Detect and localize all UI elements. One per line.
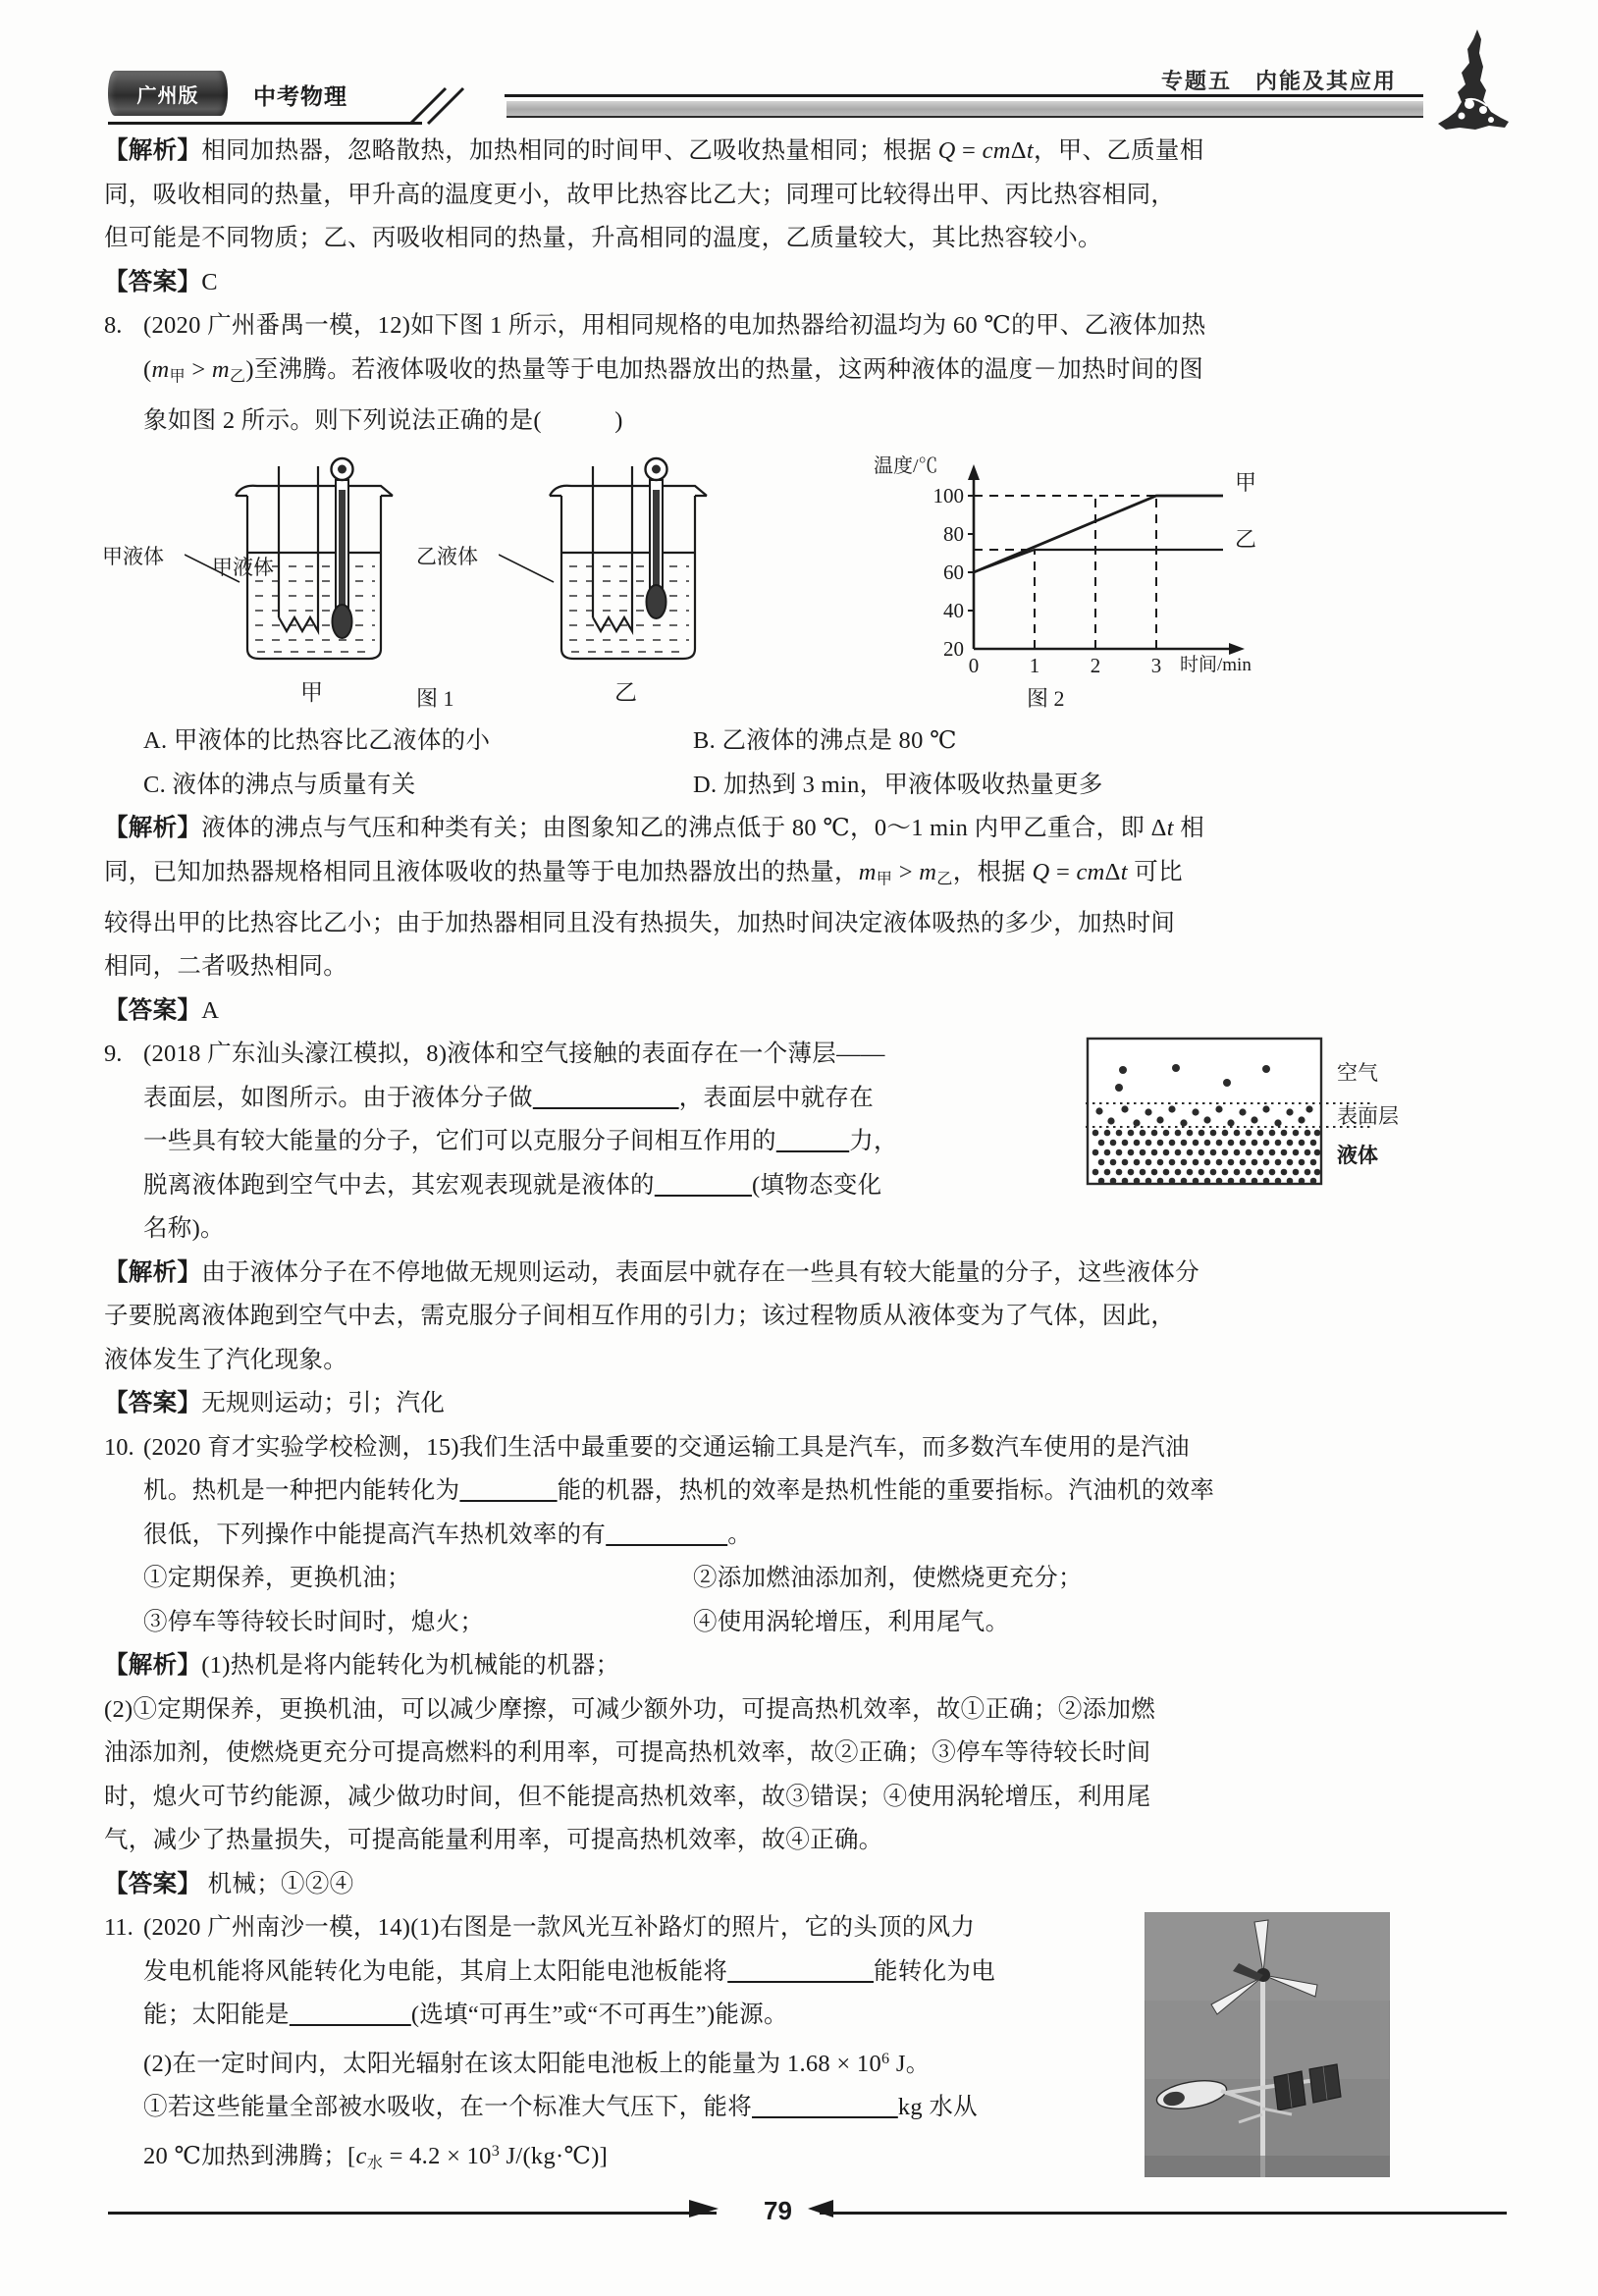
- q9-analysis-line-2: 子要脱离液体跑到空气中去，需克服分子间相互作用的引力；该过程物质从液体变为了气体，因此，: [104, 1303, 1176, 1330]
- q10-analysis-label: 【解析】: [104, 1652, 202, 1680]
- q9-analysis-line-1: 【解析】由于液体分子在不停地做无规则运动，表面层中就存在一些具有较大能量的分子，这些液体分: [104, 1258, 1199, 1286]
- q8-answer-value: A: [201, 996, 220, 1024]
- q8-option-D-text: 加热到 3 min，甲液体吸收热量更多: [722, 771, 1103, 798]
- q7-analysis-line-1: [104, 130, 1498, 174]
- q11-blank-3[interactable]: [752, 2094, 898, 2120]
- analysis-label: 【解析】: [104, 137, 202, 164]
- chart-ytick-60: 60: [943, 561, 964, 585]
- fig1-leader-left: [185, 553, 243, 586]
- page-header: [108, 57, 1507, 130]
- fig3-surface-label: 表面层: [1337, 1105, 1399, 1129]
- q10-stem-line-2: 机。热机是一种把内能转化为 能的机器，热机的效率是热机性能的重要指标。汽油机的效率: [143, 1477, 1215, 1505]
- q8-option-A-key: A.: [143, 727, 168, 755]
- q9-stem-line-3: 一些具有较大能量的分子，它们可以克服分子间相互作用的 力，: [143, 1128, 898, 1155]
- footer-rule-right: [820, 2212, 1507, 2215]
- fig3-air-label: 空气: [1337, 1062, 1378, 1086]
- q10-items-row-2: [143, 1601, 1498, 1645]
- q9-blank-1[interactable]: [533, 1085, 679, 1111]
- fig1-label-jia-liquid: 甲液体: [102, 545, 164, 569]
- q8-options-row-2: [104, 764, 1498, 808]
- q10-item-2: ②添加燃油添加剂，使燃烧更充分；: [693, 1565, 1083, 1592]
- canton-tower-icon: [1432, 27, 1515, 133]
- fig3-liquid-label: 液体: [1337, 1145, 1378, 1168]
- q8-answer-label: 【答案】: [104, 996, 202, 1024]
- question-11: [104, 1906, 1498, 2186]
- q10-items-row-1: [143, 1557, 1498, 1601]
- q10-stem-line-1: (2020 育才实验学校检测，15)我们生活中最重要的交通运输工具是汽车，而多数汽车使用的是汽油: [143, 1433, 1190, 1461]
- question-10: [104, 1426, 1498, 1645]
- q8-analysis-line-4: 相同，二者吸热相同。: [104, 953, 347, 981]
- chart-x-arrow: [1229, 643, 1245, 655]
- q10-analysis-line-4: 时，熄火可节约能源，减少做功时间，但不能提高热机效率，故③错误；④使用涡轮增压，利用尾: [104, 1783, 1151, 1810]
- chart-xtick-0: 0: [968, 654, 980, 675]
- q8-option-C-text: 液体的沸点与质量有关: [172, 771, 416, 798]
- answer-label: 【答案】: [104, 268, 202, 295]
- q7-analysis-line-3: 但可能是不同物质；乙、丙吸收相同的热量，升高相同的温度，乙质量较大，其比热容较小。: [104, 225, 1102, 251]
- q8-option-B: [693, 720, 957, 764]
- q11-stem-line-2: 发电机能将风能转化为电能，其肩上太阳能电池板能将 能转化为电: [143, 1957, 996, 1985]
- header-slash-decoration: [402, 86, 491, 126]
- header-band-decoration: [491, 94, 1423, 120]
- q8-stem-line-3: 象如图 2 所示。则下列说法正确的是( ): [143, 406, 623, 434]
- q11-blank-2[interactable]: [290, 2002, 411, 2028]
- q8-analysis-line-2: 同，已知加热器规格相同且液体吸收的热量等于电加热器放出的热量，$m_甲 > m_乙$，根据 Q = cmΔt 可比: [104, 858, 1183, 888]
- header-rule-left: [108, 122, 422, 125]
- page-content: [104, 130, 1498, 2186]
- figure-1-caption: 图 1: [416, 686, 454, 712]
- figure-3-surface-layer: [1086, 1037, 1459, 1190]
- q9-answer-value: 无规则运动；引；汽化: [201, 1390, 446, 1417]
- q11-stem-line-1: (2020 广州南沙一模，14)(1)右图是一款风光互补路灯的照片，它的头顶的风力: [143, 1914, 976, 1942]
- q9-stem-line-5: 名称)。: [143, 1215, 225, 1243]
- q8-option-B-text: 乙液体的沸点是 80 ℃: [721, 727, 957, 755]
- brand-badge: 广州版: [108, 71, 228, 116]
- thermometer-right: [646, 458, 667, 618]
- q10-number: 10.: [104, 1433, 134, 1461]
- chart-xtick-1: 1: [1029, 654, 1040, 675]
- chart-xtick-2: 2: [1090, 654, 1101, 675]
- q10-item-3: ③停车等待较长时间时，熄火；: [143, 1608, 485, 1635]
- chart-series-yi: [974, 550, 1223, 572]
- figure-4-streetlamp-photo: [1145, 1912, 1390, 2177]
- q10-stem-line-3: 很低，下列操作中能提高汽车热机效率的有 。: [143, 1521, 753, 1548]
- q7-answer-value: C: [201, 268, 218, 295]
- q9-stem-line-2: 表面层，如图所示。由于液体分子做 ，表面层中就存在: [143, 1084, 875, 1111]
- q8-answer-line: [104, 989, 1498, 1034]
- q7-analysis-text-1: 相同加热器，忽略散热，加热相同的时间甲、乙吸收热量相同；根据 Q = cmΔt，甲、乙质量相: [201, 137, 1204, 164]
- page-footer: [108, 2192, 1507, 2231]
- question-8: [104, 304, 1498, 443]
- q10-item-4: ④使用涡轮增压，利用尾气。: [693, 1608, 1010, 1635]
- chart-ytick-20: 20: [943, 637, 964, 662]
- footer-arrow-icon: [689, 2200, 719, 2217]
- q10-analysis-line-2: (2)①定期保养，更换机油，可以减少摩擦，可减少额外功，可提高热机效率，故①正确；②添加燃: [104, 1695, 1156, 1723]
- chart-legend-yi: 乙: [1235, 527, 1257, 553]
- q9-blank-3[interactable]: [655, 1172, 752, 1199]
- q7-answer-line: [104, 261, 1498, 305]
- chapter-title: 专题五 内能及其应用: [1160, 69, 1397, 93]
- chart-xlabel: 时间/min: [1180, 655, 1252, 675]
- q9-number: 9.: [104, 1041, 123, 1068]
- q10-blank-1[interactable]: [459, 1477, 557, 1504]
- q8-number: 8.: [104, 312, 123, 339]
- q10-answer-label: 【答案】: [104, 1870, 202, 1897]
- q8-option-B-key: B.: [693, 727, 717, 755]
- fig1-label-yi-liquid: 乙液体: [416, 545, 478, 569]
- q7-analysis-line-2: 同，吸收相同的热量，甲升高的温度更小，故甲比热容比乙大；同理可比较得出甲、丙比热容相同，: [104, 181, 1176, 208]
- q8-option-D: [693, 764, 1103, 808]
- q10-answer-line: [104, 1863, 1498, 1907]
- fig1-beaker-label-jia: 甲: [300, 680, 323, 706]
- chart-ytick-100: 100: [932, 484, 964, 508]
- q10-answer-value: 机械；①②④: [201, 1870, 354, 1897]
- q8-stem-line-2: $(m_甲 > m_乙)$至沸腾。若液体吸收的热量等于电加热器放出的热量，这两种液体的温度－加热时间的图: [143, 355, 1204, 386]
- q11-stem-line-5: ①若这些能量全部被水吸收，在一个标准大气压下，能将 kg 水从: [143, 2094, 978, 2121]
- q10-blank-2[interactable]: [606, 1522, 727, 1548]
- q8-stem-line-1: (2020 广州番禺一模，12)如下图 1 所示，用相同规格的电加热器给初温均为 60 ℃的甲、乙液体加热: [143, 312, 1206, 339]
- chart-y-arrow: [968, 464, 980, 480]
- q8-option-D-key: D.: [693, 771, 718, 798]
- q11-number: 11.: [104, 1914, 133, 1942]
- figure-2-caption: 图 2: [1027, 686, 1065, 712]
- figure-2-chart: [870, 453, 1282, 674]
- q11-stem-line-4: (2)在一定时间内，太阳光辐射在该太阳能电池板上的能量为 $1.68 \times 10^6$ J。: [143, 2050, 931, 2077]
- q10-item-1: ①定期保养，更换机油；: [143, 1565, 411, 1592]
- q11-stem-line-6: 20 ℃加热到沸腾；[$c_水 = 4.2 \times 10^3$ J/(kg·℃)]: [143, 2142, 609, 2172]
- chart-xtick-3: 3: [1150, 654, 1162, 675]
- q8-analysis-line-1: 【解析】液体的沸点与气压和种类有关；由图象知乙的沸点低于 80 ℃，0～1 min 内甲乙重合，即 Δt 相: [104, 815, 1205, 842]
- chart-ytick-80: 80: [943, 522, 964, 547]
- page-number: 79: [764, 2196, 792, 2225]
- q8-figures-row: [104, 451, 1498, 714]
- q8-analysis-line-3: 较得出甲的比热容比乙小；由于加热器相同且没有热损失，加热时间决定液体吸热的多少，加热时间: [104, 909, 1176, 936]
- footer-rule-left: [108, 2212, 717, 2215]
- q9-analysis-line-3: 液体发生了汽化现象。: [104, 1346, 347, 1373]
- chart-ytick-40: 40: [943, 599, 964, 623]
- fig1-left-liquid-label: 甲液体: [212, 556, 274, 580]
- q10-analysis-line-5: 气，减少了热量损失，可提高能量利用率，可提高热机效率，故④正确。: [104, 1827, 883, 1854]
- q8-option-C-key: C.: [143, 771, 167, 798]
- q8-option-A-text: 甲液体的比热容比乙液体的小: [173, 727, 491, 755]
- q9-answer-line: [104, 1382, 1498, 1426]
- q8-option-C: [143, 764, 693, 808]
- q11-blank-1[interactable]: [727, 1958, 874, 1985]
- q9-blank-2[interactable]: [776, 1128, 849, 1154]
- q11-stem-line-3: 能；太阳能是 (选填“可再生”或“不可再生”)能源。: [143, 2002, 788, 2029]
- q8-option-A: [143, 720, 693, 764]
- q10-analysis-line-3: 油添加剂，使燃烧更充分可提高燃料的利用率，可提高热机效率，故②正确；③停车等待较长时间: [104, 1739, 1151, 1767]
- q10-analysis-line-1: 【解析】(1)热机是将内能转化为机械能的机器；: [104, 1652, 620, 1680]
- q9-answer-label: 【答案】: [104, 1390, 202, 1417]
- q8-analysis-label: 【解析】: [104, 815, 202, 842]
- footer-triangle-icon: [808, 2200, 833, 2217]
- question-9: [104, 1033, 1498, 1252]
- q9-stem-line-4: 脱离液体跑到空气中去，其宏观表现就是液体的 (填物态变化: [143, 1171, 882, 1199]
- q9-stem-line-1: (2018 广东汕头濠江模拟，8)液体和空气接触的表面存在一个薄层——: [143, 1041, 885, 1068]
- fig1-leader-right: [499, 553, 558, 586]
- chart-legend-jia: 甲: [1235, 470, 1257, 496]
- chart-series-jia: [974, 496, 1223, 572]
- fig1-beaker-label-yi: 乙: [614, 680, 637, 706]
- q9-analysis-label: 【解析】: [104, 1258, 202, 1286]
- q8-options-row-1: [104, 720, 1498, 764]
- chart-ylabel: 温度/℃: [874, 455, 938, 478]
- brand-subtitle: 中考物理: [253, 83, 347, 109]
